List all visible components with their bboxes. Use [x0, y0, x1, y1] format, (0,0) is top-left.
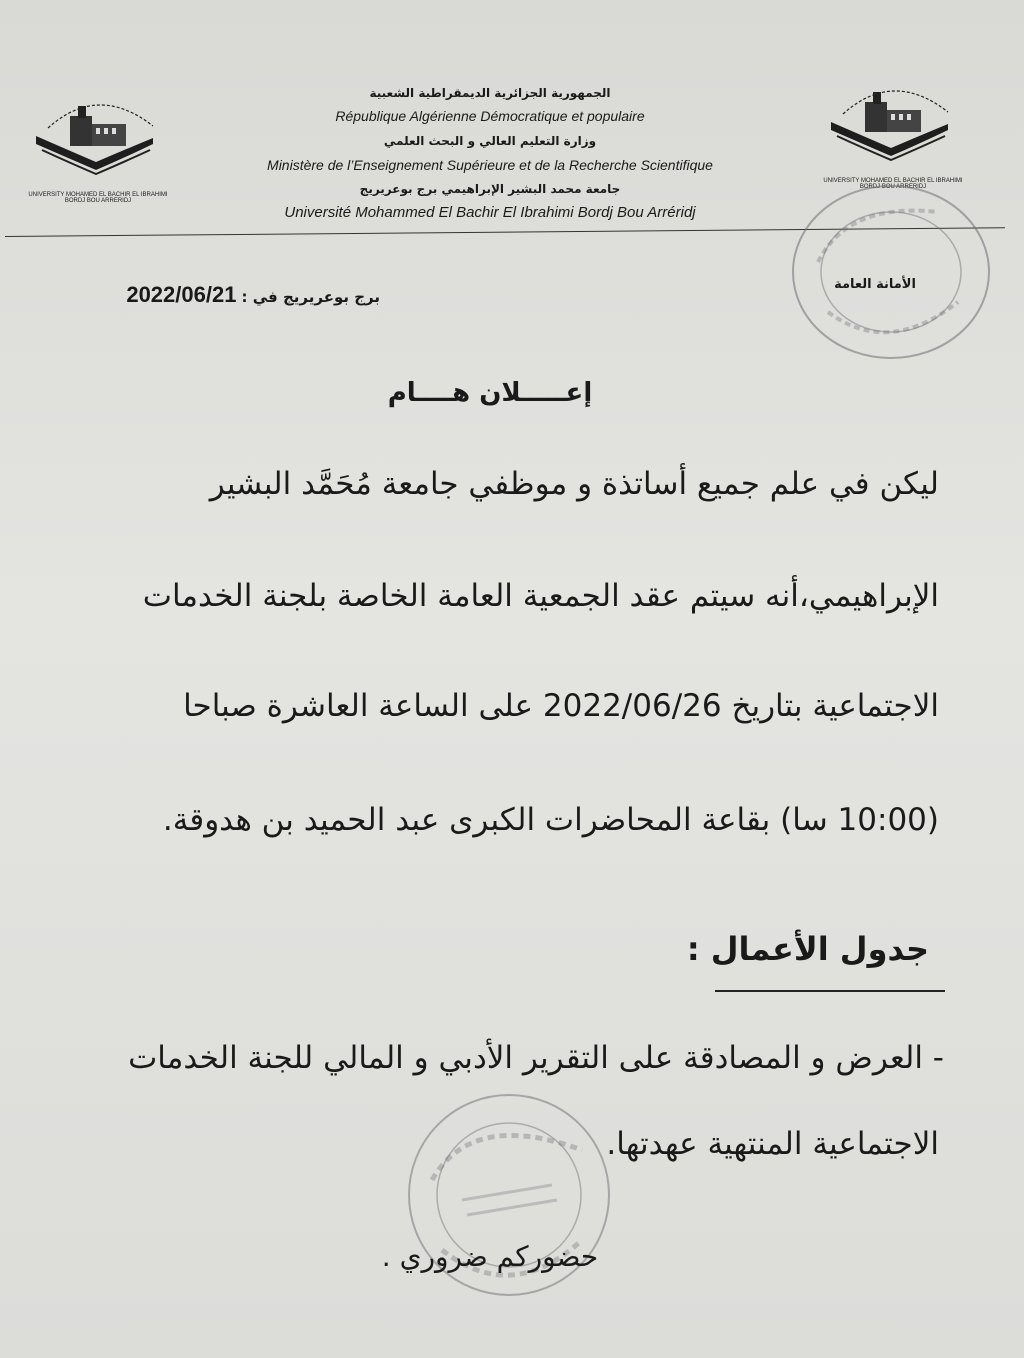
ministry-arabic: وزارة التعليم العالي و البحث العلمي — [383, 134, 597, 148]
logo-caption: UNIVERSITY MOHAMED EL BACHIR EL IBRAHIMI — [28, 192, 168, 198]
agenda-item: - العرض و المصادقة على التقرير الأدبي و المالي للجنة الخدمات — [128, 1040, 944, 1076]
agenda-heading-underline — [715, 990, 945, 992]
logo-caption: BORDJ BOU ARRERIDJ — [64, 198, 132, 204]
announcement-title: إعـــــلان هــــام — [387, 378, 593, 408]
date-value: 2022/06/21 — [126, 282, 237, 307]
body-line: ليكن في علم جميع أساتذة و موظفي جامعة مُحَمَّد البشير — [209, 466, 939, 502]
university-logo-left — [28, 88, 168, 218]
university-arabic: جامعة محمد البشير الإبراهيمي برج بوعريريج — [359, 182, 621, 196]
republic-arabic: الجمهورية الجزائرية الديمقراطية الشعبية — [369, 86, 611, 100]
body-line: (10:00 سا) بقاعة المحاضرات الكبرى عبد الحميد بن هدوقة. — [162, 802, 939, 838]
general-secretariat: الأمانة العامة — [834, 277, 916, 292]
university-emblem-icon — [823, 74, 963, 174]
university-french: Université Mohammed El Bachir El Ibrahimi Bordj Bou Arréridj — [284, 204, 696, 221]
body-line: الاجتماعية بتاريخ 2022/06/26 على الساعة العاشرة صباحا — [183, 688, 939, 724]
republic-french: République Algérienne Démocratique et populaire — [335, 108, 645, 124]
logo-caption: BORDJ BOU ARRERIDJ — [859, 184, 927, 190]
closing-note: حضوركم ضروري . — [381, 1240, 599, 1273]
logo-caption: UNIVERSITY MOHAMED EL BACHIR EL IBRAHIMI — [823, 178, 963, 184]
date-place-label: برج بوعريريج في : — [241, 288, 380, 306]
university-emblem-icon — [28, 88, 168, 188]
date-line — [90, 282, 380, 308]
agenda-item: الاجتماعية المنتهية عهدتها. — [606, 1126, 939, 1162]
body-line: الإبراهيمي،أنه سيتم عقد الجمعية العامة الخاصة بلجنة الخدمات — [142, 578, 939, 614]
agenda-heading: جدول الأعمال : — [686, 930, 929, 968]
official-stamp-icon — [788, 182, 994, 362]
ministry-french: Ministère de l’Enseignement Supérieure et de la Recherche Scientifique — [267, 157, 713, 173]
